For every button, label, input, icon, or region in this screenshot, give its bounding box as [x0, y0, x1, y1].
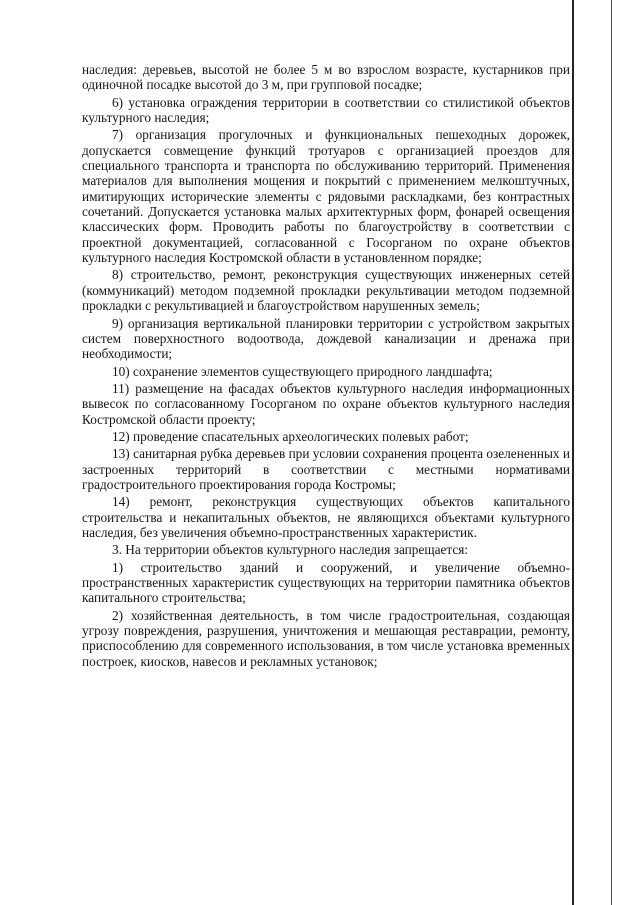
paragraph: 11) размещение на фасадах объектов культурного наследия информационных вывесок по согласованному Госорганом по охране объектов культурного наследия Костромской области проекту;	[82, 380, 570, 427]
paragraph: 12) проведение спасательных археологических полевых работ;	[112, 428, 469, 444]
paragraph: 8) строительство, ремонт, реконструкция существующих инженерных сетей (коммуникаций) методом подземной прокладки рекультивации методом подземной прокладки с рекультивацией и благоустройством нарушенных земель;	[82, 267, 570, 314]
document-body	[82, 62, 570, 671]
paragraph: 10) сохранение элементов существующего природного ландшафта;	[112, 363, 493, 379]
paragraph: 7) организация прогулочных и функциональных пешеходных дорожек, допускается совмещение функций тротуаров с организацией проездов для специального транспорта и транспорта по обслуживанию территорий. Применения материалов для выполнения мощения и покрытий с применением мелкоштучных, имитирующих исторические элементы с рядовыми раскладками, без контрастных сочетаний. Допускается установка малых архитектурных форм, фонарей освещения классических форм. Проводить работы по благоустройству в соответствии с проектной документацией, согласованной с Госорганом по охране объектов культурного наследия Костромской области в установленном порядке;	[82, 127, 570, 266]
paragraph: 6) установка ограждения территории в соответствии со стилистикой объектов культурного наследия;	[82, 94, 570, 126]
paragraph: 2) хозяйственная деятельность, в том числе градостроительная, создающая угрозу повреждения, разрушения, уничтожения и мешающая реставрации, ремонту, приспособлению для современного использования, в том числе установка временных построек, киосков, навесов и рекламных установок;	[82, 607, 570, 669]
paragraph: 9) организация вертикальной планировки территории с устройством закрытых систем поверхностного водоотвода, дождевой канализации и дренажа при необходимости;	[82, 315, 570, 362]
scan-border-line	[572, 0, 574, 905]
paragraph: 1) строительство зданий и сооружений, и увеличение объемно-пространственных характеристик существующих на территории памятника объектов капитального строительства;	[82, 559, 570, 606]
paragraph: наследия: деревьев, высотой не более 5 м во взрослом возрасте, кустарников при одиночной посадке высотой до 3 м, при групповой посадке;	[82, 62, 570, 93]
scan-border-line-outer	[611, 0, 612, 905]
paragraph: 13) санитарная рубка деревьев при условии сохранения процента озелененных и застроенных территорий в соответствии с местными нормативами градостроительного проектирования города Костромы;	[82, 446, 570, 492]
paragraph: 14) ремонт, реконструкция существующих объектов капитального строительства и некапитальных объектов, не являющихся объектами культурного наследия, без увеличения объемно-пространственных характеристик.	[82, 494, 570, 540]
section-heading: 3. На территории объектов культурного наследия запрещается:	[112, 542, 469, 558]
